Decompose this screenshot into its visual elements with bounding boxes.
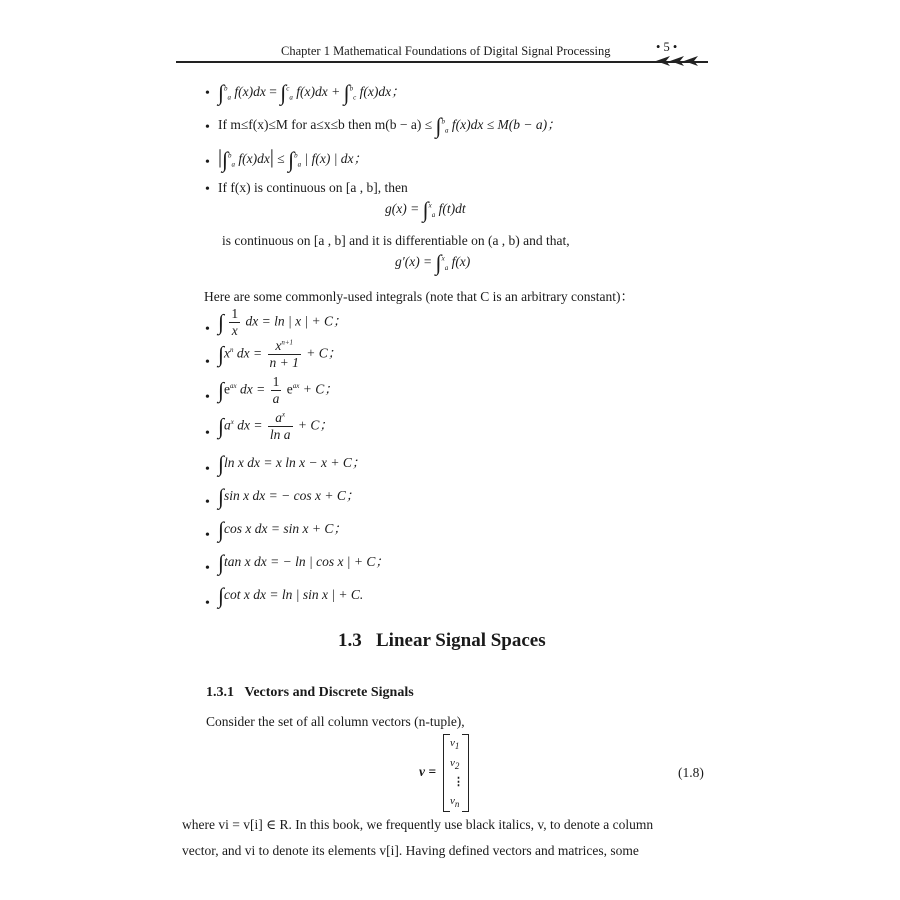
body-line-1: where vi = v[i] ∈ R. In this book, we frequently use black italics, v, to denote a column bbox=[182, 817, 654, 832]
consider-text: Consider the set of all column vectors (n-tuple), bbox=[206, 714, 465, 729]
body-line-2: vector, and vi to denote its elements v[i]. Having defined vectors and matrices, some bbox=[182, 843, 639, 858]
arrow-ornament-icon bbox=[656, 55, 711, 67]
integral-9: ∫cot x dx = ln | sin x | + C. bbox=[218, 583, 364, 608]
integral-6: ∫sin x dx = − cos x + C； bbox=[218, 483, 360, 509]
running-title: Chapter 1 Mathematical Foundations of Digital Signal Processing bbox=[281, 44, 611, 58]
property-2: If m≤f(x)≤M for a≤x≤b then m(b − a) ≤ ∫$^b_a$ f(x)dx ≤ M(b − a)； bbox=[218, 112, 561, 138]
integral-8: ∫tan x dx = − ln | cos x | + C； bbox=[218, 549, 389, 575]
equation-number: (1.8) bbox=[678, 765, 704, 780]
bullet-icon: • bbox=[205, 426, 210, 441]
vector-entry: $v_1$ bbox=[450, 737, 460, 752]
vector-entry: $v_2$ bbox=[450, 757, 460, 772]
property-3: |∫$^b_a$ f(x)dx| ≤ ∫$^b_a$ | f(x) | dx； bbox=[218, 146, 368, 172]
integral-3: $\int e^{ax}$ dx = $\frac{1}{a}$ $e^{ax} + C$； bbox=[218, 374, 338, 406]
property-1: ∫$^b_a$ f(x)dx = ∫$^c_a$ f(x)dx + ∫$^b_c$ f(x)dx； bbox=[218, 79, 405, 105]
g-definition: g(x) = ∫$^x_a$ f(t)dt bbox=[385, 197, 466, 222]
continuity-text: is continuous on [a , b] and it is differentiable on (a , b) and that, bbox=[222, 233, 570, 248]
integral-2: $\int x^n$ dx = $\frac{x^{n+1}}{n + 1}$ + C； bbox=[218, 338, 342, 370]
bullet-icon: • bbox=[205, 182, 210, 197]
bullet-icon: • bbox=[205, 155, 210, 170]
integrals-intro: Here are some commonly-used integrals (note that C is an arbitrary constant)： bbox=[204, 289, 634, 304]
bullet-icon: • bbox=[205, 561, 210, 576]
bullet-icon: • bbox=[205, 86, 210, 101]
matrix-left-bracket bbox=[443, 734, 450, 812]
bullet-icon: • bbox=[205, 390, 210, 405]
g-prime: g′(x) = ∫$^x_a$ f(x) bbox=[395, 250, 471, 275]
bullet-icon: • bbox=[205, 462, 210, 477]
bullet-icon: • bbox=[205, 322, 210, 337]
subsection-heading: 1.3.1 Vectors and Discrete Signals bbox=[206, 685, 414, 700]
vector-ellipsis: ⋮ bbox=[453, 776, 464, 788]
integral-5: ∫ln x dx = x ln x − x + C； bbox=[218, 450, 366, 476]
bullet-icon: • bbox=[205, 355, 210, 370]
bullet-icon: • bbox=[205, 528, 210, 543]
header-rule bbox=[176, 61, 708, 63]
page-number: • 5 • bbox=[656, 40, 678, 54]
matrix-right-bracket bbox=[462, 734, 469, 812]
vector-entry: $v_n$ bbox=[450, 795, 460, 810]
section-heading: 1.3 Linear Signal Spaces bbox=[338, 630, 546, 651]
bullet-icon: • bbox=[205, 120, 210, 135]
integral-4: $\int a^x$ dx = $\frac{a^x}{\text{ln a}}$ + C； bbox=[218, 410, 333, 442]
integral-7: ∫cos x dx = sin x + C； bbox=[218, 516, 347, 542]
integral-1: ∫ $\frac{1}{x}$ dx = ln | x | + C； bbox=[218, 306, 347, 338]
bullet-icon: • bbox=[205, 596, 210, 611]
bullet-icon: • bbox=[205, 495, 210, 510]
vector-lhs: v = bbox=[419, 764, 437, 779]
property-4: If f(x) is continuous on [a , b], then bbox=[218, 180, 408, 195]
